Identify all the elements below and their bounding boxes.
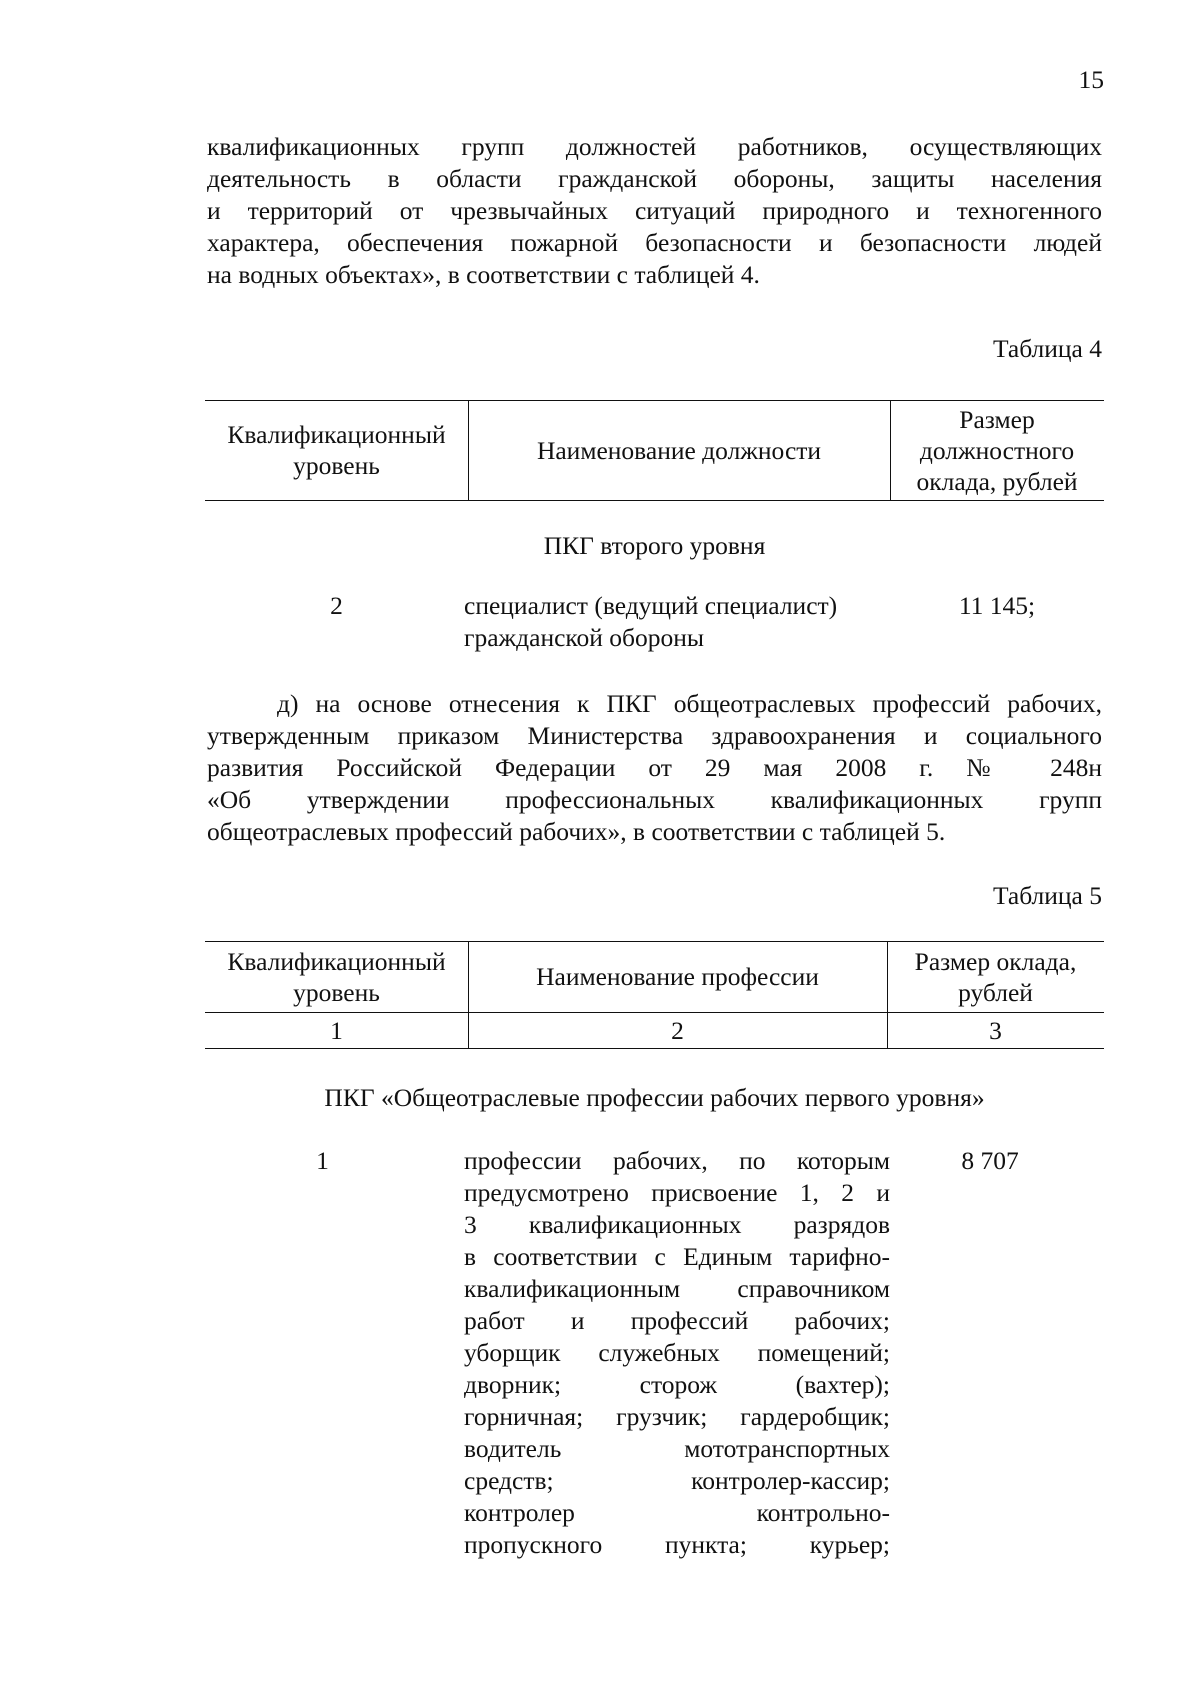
row-name-line: дворник; сторож (вахтер);: [464, 1370, 890, 1399]
header-text: оклада, рублей: [916, 466, 1078, 496]
para-d-line: д) на основе отнесения к ПКГ общеотраслевых профессий рабочих,: [277, 689, 1102, 718]
table-rule: [205, 1048, 1104, 1049]
header-text: Квалификационный: [227, 946, 446, 976]
header-text: уровень: [293, 451, 380, 480]
header-text: рублей: [958, 977, 1033, 1007]
table4-header-salary: [890, 400, 1104, 500]
table4-header-level: [205, 400, 468, 500]
header-text: Наименование должности: [536, 435, 822, 465]
row-name-line: 3 квалификационных разрядов: [464, 1210, 890, 1239]
table4-row-level: 2: [330, 591, 343, 620]
para-d-line: общеотраслевых профессий рабочих», в соответствии с таблицей 5.: [207, 817, 946, 846]
row-name-line: предусмотрено присвоение 1, 2 и: [464, 1178, 890, 1207]
table4-caption: Таблица 4: [992, 334, 1102, 363]
table5-header-name: [468, 941, 887, 1012]
table-rule: [205, 500, 1104, 501]
intro-line: на водных объектах», в соответствии с таблицей 4.: [207, 260, 760, 289]
intro-line: деятельность в области гражданской обороны, защиты населения: [207, 164, 1102, 193]
row-name-line: контролер контрольно-: [464, 1498, 890, 1527]
para-d-line: «Об утверждении профессиональных квалификационных групп: [207, 785, 1102, 814]
table5-row-salary: 8 707: [961, 1146, 1019, 1175]
intro-line: характера, обеспечения пожарной безопасности и безопасности людей: [207, 228, 1102, 257]
table4-header-name: [468, 400, 890, 500]
row-name-line: специалист (ведущий специалист): [464, 591, 838, 620]
table5-col-number: [205, 1012, 468, 1048]
table4-group-title: ПКГ второго уровня: [543, 531, 766, 560]
intro-line: квалификационных групп должностей работников, осуществляющих: [207, 132, 1102, 161]
header-text: Квалификационный: [227, 420, 446, 449]
row-name-line: уборщик служебных помещений;: [464, 1338, 890, 1367]
header-text: Наименование профессии: [536, 962, 819, 991]
table5-col-number: [468, 1012, 887, 1048]
page-number: 15: [1078, 65, 1104, 94]
table4-row-name: [464, 590, 894, 654]
para-d-line: развития Российской Федерации от 29 мая 2008 г. № 248н: [207, 753, 1102, 782]
row-name-line: пропускного пункта; курьер;: [464, 1530, 890, 1559]
header-text: Размер оклада,: [914, 946, 1077, 976]
header-text: Размер: [959, 404, 1035, 434]
paragraph-d: [207, 688, 1102, 848]
table5-group-title: ПКГ «Общеотраслевые профессии рабочих первого уровня»: [324, 1083, 985, 1112]
table5-caption: Таблица 5: [992, 881, 1102, 910]
table5-row-name: [464, 1145, 890, 1561]
para-d-line: утвержденным приказом Министерства здравоохранения и социального: [207, 721, 1102, 750]
col-number-text: 2: [671, 1015, 684, 1045]
row-name-line: гражданской обороны: [464, 623, 705, 652]
table5-header-level: [205, 941, 468, 1012]
row-name-line: профессии рабочих, по которым: [464, 1146, 890, 1175]
row-name-line: водитель мототранспортных: [464, 1434, 890, 1463]
intro-line: и территорий от чрезвычайных ситуаций природного и техногенного: [207, 196, 1102, 225]
row-name-line: горничная; грузчик; гардеробщик;: [464, 1402, 890, 1431]
table5-row-level: 1: [316, 1146, 329, 1175]
table5-header-salary: [887, 941, 1104, 1012]
header-text: уровень: [293, 977, 380, 1007]
col-number-text: 3: [989, 1015, 1002, 1045]
table5-col-number: [887, 1012, 1104, 1048]
row-name-line: в соответствии с Единым тарифно-: [464, 1242, 890, 1271]
header-text: должностного: [919, 435, 1075, 465]
row-name-line: работ и профессий рабочих;: [464, 1306, 890, 1335]
col-number-text: 1: [330, 1015, 343, 1045]
intro-paragraph: [207, 131, 1102, 291]
row-name-line: средств; контролер-кассир;: [464, 1466, 890, 1495]
row-name-line: квалификационным справочником: [464, 1274, 890, 1303]
table4-row-salary: 11 145;: [958, 591, 1036, 620]
